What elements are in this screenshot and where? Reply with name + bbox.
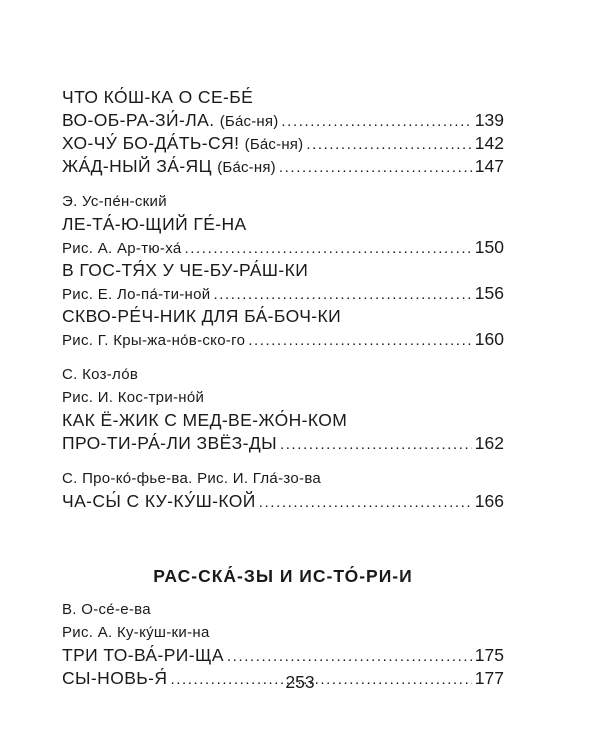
- entry-title: СКВО-РЕ́Ч-НИК ДЛЯ БА́-БОЧ-КИ: [62, 306, 342, 326]
- table-of-contents: [62, 86, 504, 702]
- dot-leader: [185, 237, 472, 260]
- entry-title: ПРО-ТИ-РА́-ЛИ ЗВЁЗ-ДЫ: [62, 433, 277, 453]
- dot-leader: [280, 433, 472, 456]
- page-ref: 162: [474, 433, 504, 453]
- author-name: В. О-се́-е-ва: [62, 601, 151, 618]
- author-name: С. Коз-ло́в: [62, 366, 139, 383]
- toc-entry: [62, 282, 504, 305]
- entry-title: ЧА-СЫ́ С КУ-КУ́Ш-КОЙ: [62, 491, 256, 511]
- page-ref: 150: [474, 237, 504, 257]
- toc-entry: [62, 644, 504, 667]
- toc-group-prokofieva: [62, 467, 504, 513]
- toc-entry: [62, 328, 504, 351]
- dot-leader: [227, 645, 472, 668]
- illustrator-name: Рис. Е. Ло-па́-ти-ной: [62, 286, 211, 303]
- toc-entry: [62, 132, 504, 155]
- toc-group-kozlov: [62, 363, 504, 455]
- entry-title: ВО-ОБ-РА-ЗИ́-ЛА.: [62, 110, 215, 130]
- page-ref: 175: [474, 645, 504, 665]
- dot-leader: [259, 491, 472, 514]
- entry-note: (Ба́с-ня): [244, 136, 304, 153]
- entry-title-line: ЧТО КО́Ш-КА О СЕ-БЕ́: [62, 87, 254, 107]
- toc-entry: [62, 236, 504, 259]
- illustrator-name: Рис. А. Ар-тю-ха́: [62, 240, 182, 257]
- entry-title: ЛЕ-ТА́-Ю-ЩИЙ ГЕ́-НА: [62, 214, 247, 234]
- dot-leader: [306, 133, 471, 156]
- author-name: Э. Ус-пе́н-ский: [62, 193, 167, 210]
- illustrator-name: Рис. И. Кос-три-но́й: [62, 389, 205, 406]
- dot-leader: [281, 110, 471, 133]
- page-ref: 177: [474, 668, 504, 688]
- entry-title-line: КАК Ё-ЖИК С МЕД-ВЕ-ЖО́Н-КОМ: [62, 410, 348, 430]
- toc-entry: [62, 109, 504, 132]
- toc-group-uspensky: [62, 190, 504, 351]
- toc-entry: [62, 155, 504, 178]
- dot-leader: [213, 283, 471, 306]
- section-heading: РАС-СКА́-ЗЫ И ИС-ТО́-РИ-И: [153, 566, 413, 586]
- toc-entry: [62, 490, 504, 513]
- toc-group-fables: [62, 86, 504, 178]
- author-name: С. Про-ко́-фье-ва. Рис. И. Гла́-зо-ва: [62, 470, 322, 487]
- page-ref: 147: [474, 156, 504, 176]
- entry-title: ТРИ ТО-ВА́-РИ-ЩА: [62, 645, 224, 665]
- page-ref: 160: [474, 329, 504, 349]
- entry-title: ЖА́Д-НЫЙ ЗА́-ЯЦ: [62, 156, 212, 176]
- dot-leader: [248, 329, 472, 352]
- entry-title: В ГОС-ТЯ́Х У ЧЕ-БУ-РА́Ш-КИ: [62, 260, 309, 280]
- page-ref: 139: [474, 110, 504, 130]
- page-ref: 166: [474, 491, 504, 511]
- illustrator-name: Рис. А. Ку-ку́ш-ки-на: [62, 624, 210, 641]
- toc-entry: [62, 432, 504, 455]
- entry-title: СЫ-НОВЬ-Я́: [62, 668, 168, 688]
- illustrator-name: Рис. Г. Кры-жа-но́в-ско-го: [62, 332, 246, 349]
- entry-title: ХО-ЧУ́ БО-ДА́ТЬ-СЯ!: [62, 133, 240, 153]
- dot-leader: [279, 156, 472, 179]
- entry-note: (Ба́с-ня): [217, 159, 276, 176]
- entry-note: (Ба́с-ня): [219, 113, 279, 130]
- page-ref: 142: [474, 133, 504, 153]
- page-number: 253: [285, 672, 315, 692]
- page-ref: 156: [474, 283, 504, 303]
